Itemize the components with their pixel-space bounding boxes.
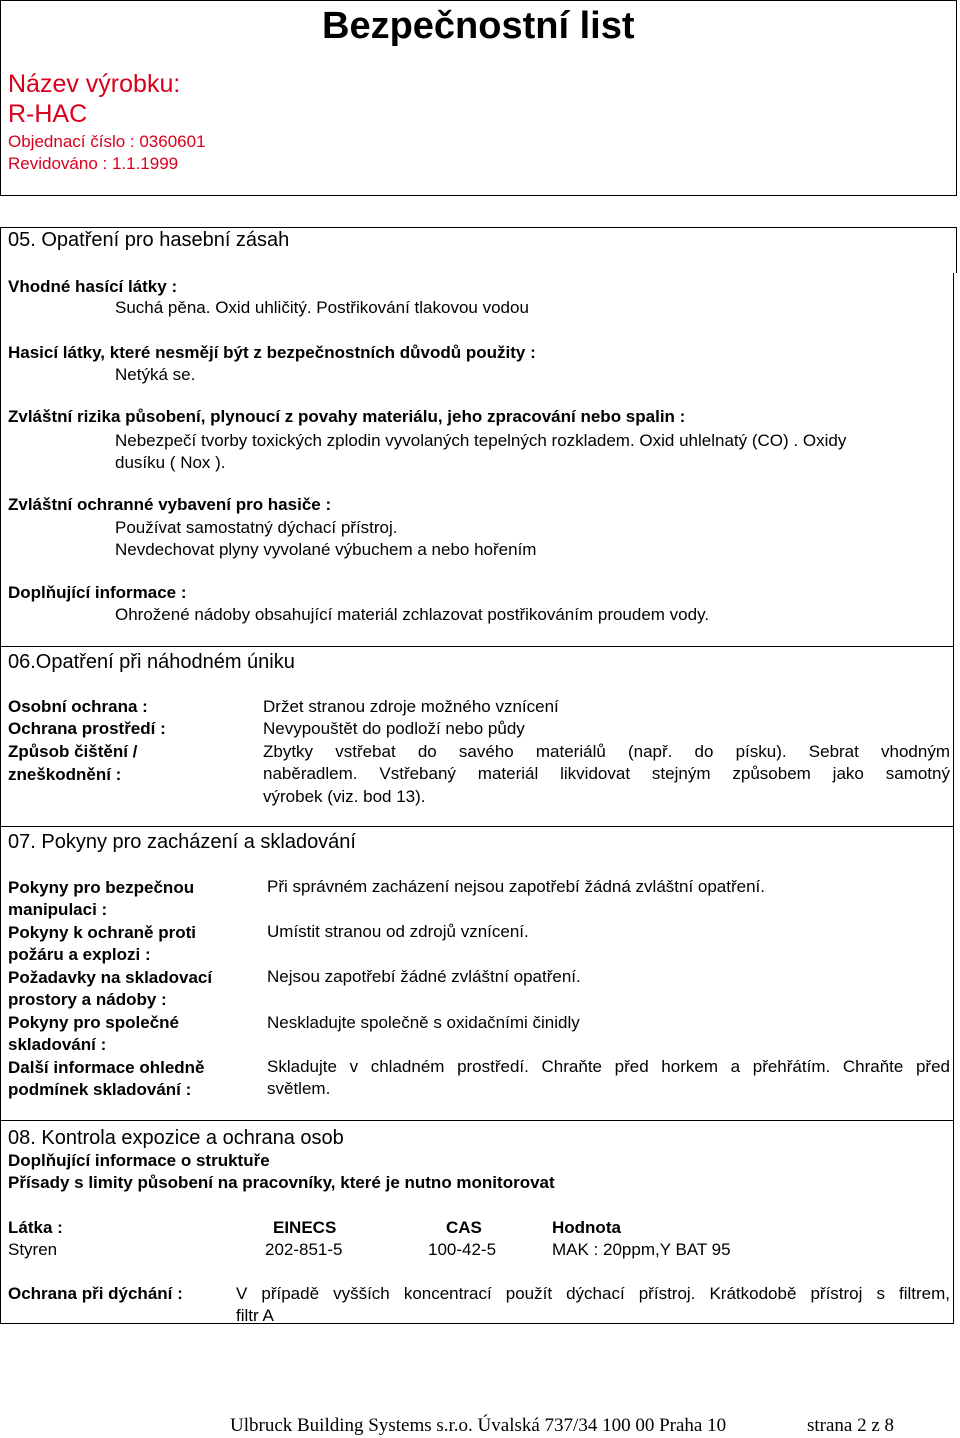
cleanup-value-line3: výrobek (viz. bod 13). [263, 787, 426, 806]
equipment-label: Zvláštní ochranné vybavení pro hasiče : [8, 495, 332, 514]
table-cell-cas: 100-42-5 [428, 1240, 497, 1259]
personal-protection-label: Osobní ochrana : [8, 697, 148, 716]
more-storage-label-line1: Další informace ohledně [8, 1058, 205, 1077]
more-storage-value-line2: světlem. [267, 1079, 331, 1098]
handling-value: Při správném zacházení nejsou zapotřebí žádná zvláštní opatření. [267, 877, 766, 896]
storage-label-line1: Požadavky na skladovací [8, 968, 213, 987]
risks-value-line2: dusíku ( Nox ). [115, 453, 226, 472]
table-cell-value: MAK : 20ppm,Y BAT 95 [552, 1240, 731, 1259]
table-header-value: Hodnota [552, 1218, 621, 1237]
revision-date: Revidováno : 1.1.1999 [8, 154, 179, 173]
page-footer [230, 1414, 895, 1438]
equipment-value1: Používat samostatný dýchací přístroj. [115, 518, 398, 537]
cleanup-value-line1: Zbytky vstřebat do savého materiálů (např. do písku). Sebrat vhodným [263, 742, 950, 761]
product-label: Název výrobku: [8, 70, 181, 98]
joint-storage-label-line2: skladování : [8, 1035, 107, 1054]
divider-section7 [0, 826, 954, 827]
risks-label: Zvláštní rizika působení, plynoucí z povahy materiálu, jeho zpracování nebo spalin : [8, 407, 686, 426]
divider-section8 [0, 1120, 954, 1121]
table-header-substance: Látka : [8, 1218, 63, 1237]
section8-title: 08. Kontrola expozice a ochrana osob [8, 1127, 344, 1149]
section5-title: 05. Opatření pro hasební zásah [8, 229, 290, 251]
unsuitable-label: Hasicí látky, které nesmějí být z bezpečnostních důvodů použity : [8, 343, 536, 362]
extra-info-value: Ohrožené nádoby obsahující materiál zchlazovat postřikováním proudem vody. [115, 605, 710, 624]
environment-protection-label: Ochrana prostředí : [8, 719, 166, 738]
equipment-value2: Nevdechovat plyny vyvolané výbuchem a nebo hořením [115, 540, 537, 559]
fire-protection-value: Umístit stranou od zdrojů vznícení. [267, 922, 529, 941]
more-storage-label-line2: podmínek skladování : [8, 1080, 192, 1099]
suitable-value: Suchá pěna. Oxid uhličitý. Postřikování tlakovou vodou [115, 298, 529, 317]
personal-protection-value: Držet stranou zdroje možného vznícení [263, 697, 559, 716]
divider-section6 [0, 646, 954, 647]
table-header-einecs: EINECS [273, 1218, 337, 1237]
cleanup-value-line2: naběradlem. Vstřebaný materiál likvidovat stejným způsobem jako samotný [263, 764, 950, 783]
joint-storage-value: Neskladujte společně s oxidačními činidly [267, 1013, 580, 1032]
section8-subtitle1: Doplňující informace o struktuře [8, 1151, 270, 1170]
breathing-protection-label: Ochrana při dýchání : [8, 1284, 183, 1303]
storage-value: Nejsou zapotřebí žádné zvláštní opatření. [267, 967, 581, 986]
more-storage-value-line1: Skladujte v chladném prostředí. Chraňte před horkem a přehřátím. Chraňte před [267, 1057, 950, 1076]
extra-info-label: Doplňující informace : [8, 583, 187, 602]
section8-subtitle2: Přísady s limity působení na pracovníky, které je nutno monitorovat [8, 1173, 555, 1192]
unsuitable-value: Netýká se. [115, 365, 196, 384]
fire-protection-label-line2: požáru a explozi : [8, 945, 151, 964]
cleanup-label-line2: zneškodnění : [8, 765, 122, 784]
handling-label-line1: Pokyny pro bezpečnou [8, 878, 195, 897]
joint-storage-label-line1: Pokyny pro společné [8, 1013, 179, 1032]
footer-page-number: strana 2 z 8 [807, 1415, 895, 1436]
handling-label-line2: manipulaci : [8, 900, 108, 919]
breathing-protection-value-line1: V případě vyšších koncentrací použít dýchací přístroj. Krátkodobě přístroj s filtrem, [236, 1284, 950, 1303]
storage-label-line2: prostory a nádoby : [8, 990, 167, 1009]
product-name: R-HAC [8, 100, 88, 128]
fire-protection-label-line1: Pokyny k ochraně proti [8, 923, 196, 942]
section7-title: 07. Pokyny pro zacházení a skladování [8, 831, 356, 853]
order-number: Objednací číslo : 0360601 [8, 132, 206, 151]
footer-company: Ulbruck Building Systems s.r.o. Úvalská 737/34 100 00 Praha 10 [230, 1415, 727, 1436]
suitable-label: Vhodné hasící látky : [8, 277, 178, 296]
table-cell-substance: Styren [8, 1240, 58, 1259]
section6-title: 06.Opatření při náhodném úniku [8, 651, 295, 673]
table-cell-einecs: 202-851-5 [265, 1240, 343, 1259]
document-title: Bezpečnostní list [322, 5, 635, 47]
environment-protection-value: Nevypouštět do podloží nebo půdy [263, 719, 525, 738]
breathing-protection-value-line2: filtr A [236, 1306, 274, 1325]
table-header-cas: CAS [446, 1218, 482, 1237]
risks-value-line1: Nebezpečí tvorby toxických zplodin vyvolaných tepelných rozkladem. Oxid uhlelnatý (CO) . Oxidy [115, 431, 847, 450]
cleanup-label-line1: Způsob čištění / [8, 742, 138, 761]
